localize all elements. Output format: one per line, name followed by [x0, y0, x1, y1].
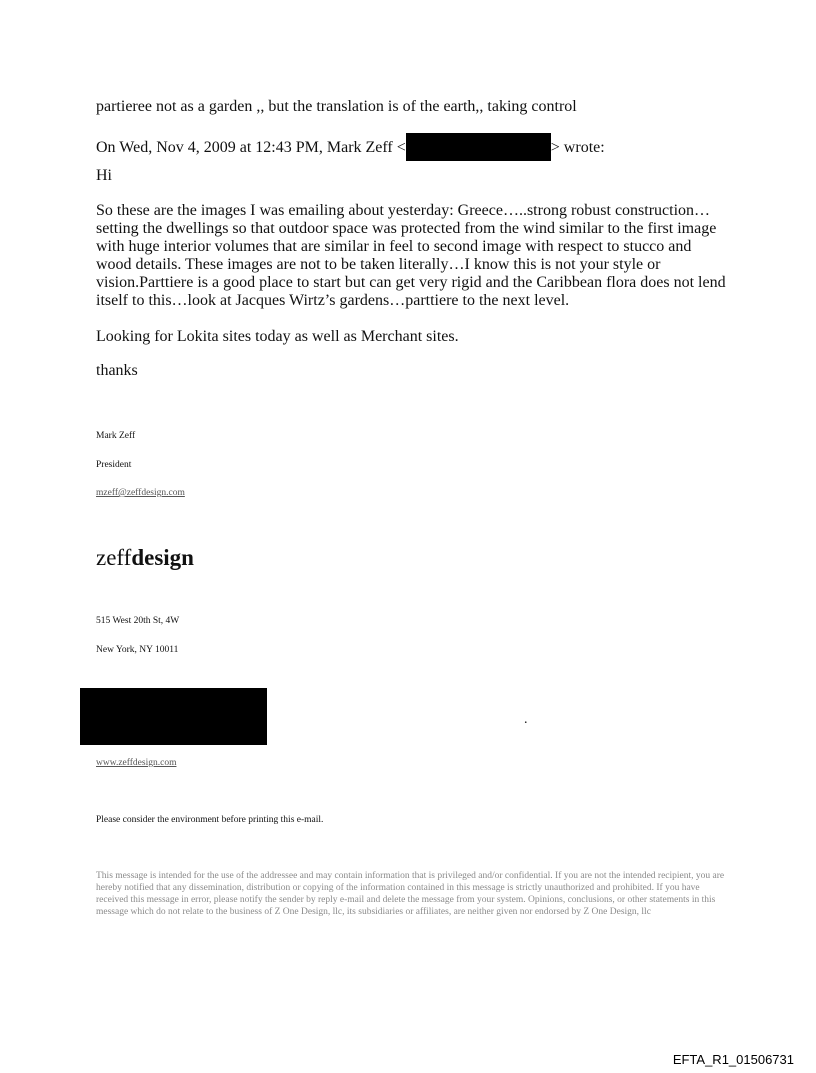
- website-link[interactable]: www.zeffdesign.com: [96, 758, 177, 768]
- quote-header-prefix: On Wed, Nov 4, 2009 at 12:43 PM, Mark Zeff <: [96, 139, 406, 156]
- legal-disclaimer: This message is intended for the use of the addressee and may contain information that is privileged and/or confidential. If you are not the intended recipient, you are hereby notified that any dissemination, distribution or copying of the information contained in this message is strictly unauthorized and prohibited. If you have received this message in error, please notify the sender by reply e-mail and delete the message from your system. Opinions, conclusions, or other statements in this message which do not relate to the business of Z One Design, llc, its subsidiaries or affiliates, are neither given nor endorsed by Z One Design, llc: [96, 871, 725, 917]
- document-id: EFTA_R1_01506731: [672, 1052, 794, 1067]
- sites-line: Looking for Lokita sites today as well as Merchant sites.: [96, 328, 459, 345]
- closing: thanks: [96, 362, 138, 379]
- redacted-email-inline: [406, 133, 551, 161]
- quote-header: [96, 133, 605, 161]
- body-paragraph: So these are the images I was emailing about yesterday: Greece…..strong robust construction…setting the dwellings so that outdoor space was protected from the wind similar to the first image with huge interior volumes that are similar in feel to second image with respect to stucco and wood details. These images are not to be taken literally…I know this is not your style or vision.Parttiere is a good place to start but can get very rigid and the Caribbean flora does not lend itself to this…look at Jacques Wirtz’s gardens…parttiere to the next level.: [96, 202, 726, 309]
- quote-header-suffix: > wrote:: [550, 139, 605, 156]
- brand-logo: [96, 544, 194, 572]
- signature-email-link[interactable]: mzeff@zeffdesign.com: [96, 488, 185, 498]
- brand-bold: design: [131, 545, 194, 570]
- signature-name: Mark Zeff: [96, 431, 136, 441]
- brand-light: zeff: [96, 545, 132, 570]
- stray-dot: .: [524, 712, 528, 727]
- address-line-1: 515 West 20th St, 4W: [96, 616, 180, 626]
- redaction-block: [80, 688, 267, 745]
- address-line-2: New York, NY 10011: [96, 645, 179, 655]
- greeting: Hi: [96, 167, 112, 184]
- reply-line: partieree not as a garden ,, but the translation is of the earth,, taking control: [96, 98, 577, 115]
- signature-title: President: [96, 460, 132, 470]
- environment-note: Please consider the environment before printing this e-mail.: [96, 815, 324, 825]
